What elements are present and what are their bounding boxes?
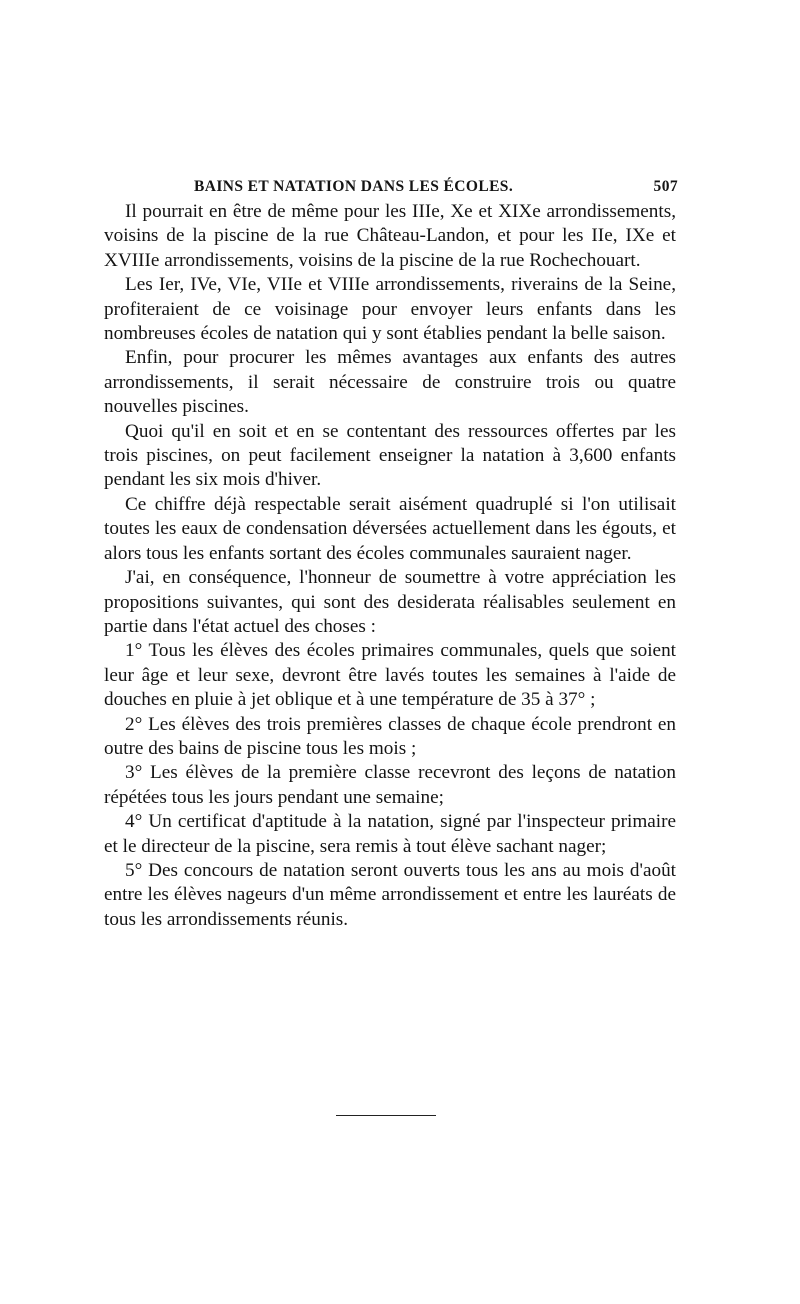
proposition-5: 5° Des concours de natation seront ouverts tous les ans au mois d'août entre les élèves nageurs d'un même arrondissement et entre les lauréats de tous les arrondissements réunis. — [104, 859, 676, 930]
body-text — [104, 200, 676, 932]
book-page — [104, 174, 676, 932]
paragraph-condensation-water: Ce chiffre déjà respectable serait aisément quadruplé si l'on utilisait toutes les eaux de condensation déversées actuellement dans les égouts, et alors tous les enfants sortant des écoles communales sauraient nager. — [104, 493, 676, 564]
paragraph-seine-districts: Les Ier, IVe, VIe, VIIe et VIIIe arrondissements, riverains de la Seine, profiteraient de ce voisinage pour envoyer leurs enfants dans les nombreuses écoles de natation qui y sont établies pendant la belle saison. — [104, 274, 676, 345]
paragraph-three-pools: Quoi qu'il en soit et en se contentant des ressources offertes par les trois piscines, on peut facilement enseigner la natation à 3,600 enfants pendant les six mois d'hiver. — [104, 420, 676, 491]
paragraph-new-pools: Enfin, pour procurer les mêmes avantages aux enfants des autres arrondissements, il serait nécessaire de construire trois ou quatre nouvelles piscines. — [104, 347, 676, 418]
proposition-1: 1° Tous les élèves des écoles primaires communales, quels que soient leur âge et leur sexe, devront être lavés toutes les semaines à l'aide de douches en pluie à jet oblique et à une température de 35 à 37° ; — [104, 640, 676, 711]
paragraph-propositions-intro: J'ai, en conséquence, l'honneur de soumettre à votre appréciation les propositions suivantes, qui sont des desiderata réalisables seulement en partie dans l'état actuel des choses : — [104, 567, 676, 637]
paragraph-districts-near-pools: Il pourrait en être de même pour les IIIe, Xe et XIXe arrondissements, voisins de la piscine de la rue Château-Landon, et pour les IIe, IXe et XVIIIe arrondissements, voisins de la piscine de la rue Rochechouart. — [104, 201, 676, 271]
proposition-2: 2° Les élèves des trois premières classes de chaque école prendront en outre des bains de piscine tous les mois ; — [104, 713, 676, 759]
running-title: BAINS ET NATATION DANS LES ÉCOLES. — [194, 178, 514, 195]
running-head — [104, 174, 676, 200]
page-number: 507 — [653, 178, 678, 195]
proposition-3: 3° Les élèves de la première classe recevront des leçons de natation répétées tous les jours pendant une semaine; — [104, 762, 676, 808]
proposition-4: 4° Un certificat d'aptitude à la natation, signé par l'inspecteur primaire et le directeur de la piscine, sera remis à tout élève sachant nager; — [104, 811, 676, 857]
end-rule-divider — [336, 1115, 436, 1116]
